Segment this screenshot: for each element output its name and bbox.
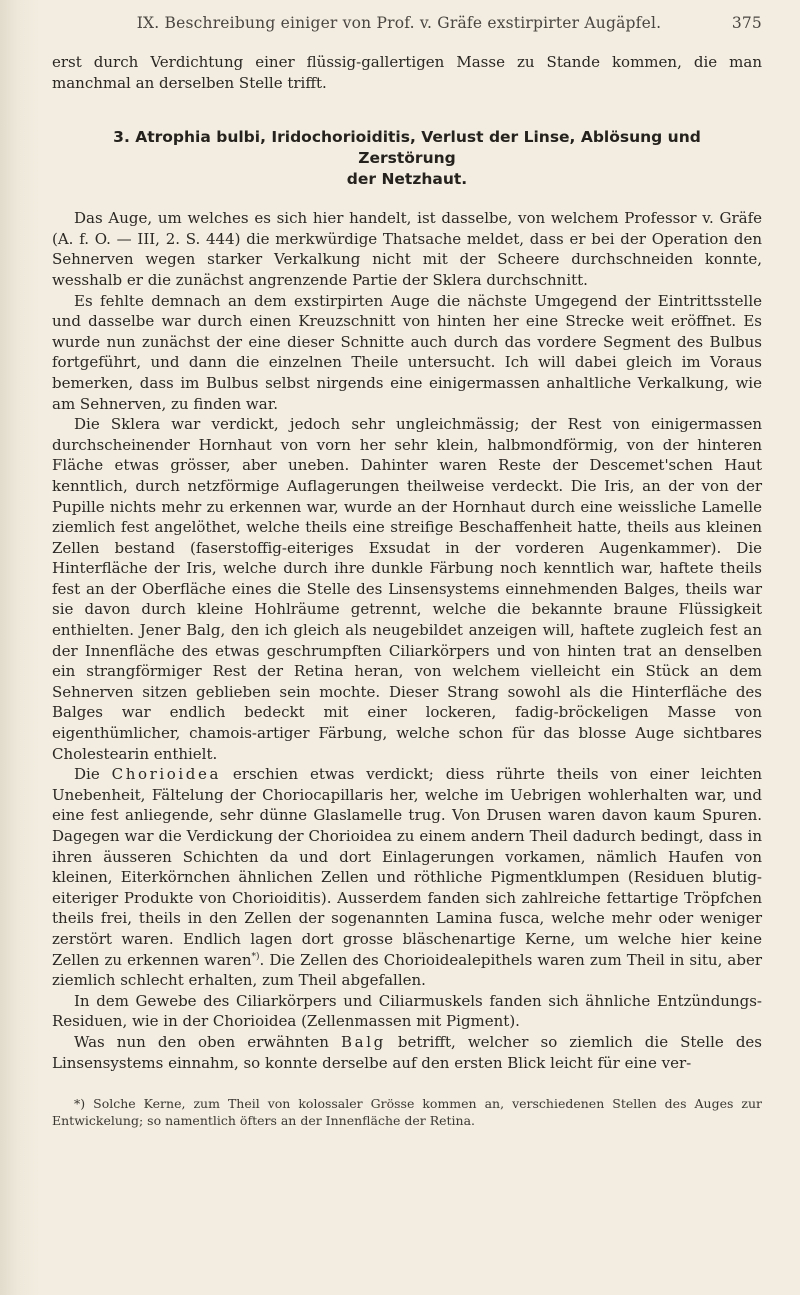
body-text xyxy=(52,52,762,1073)
page-number: 375 xyxy=(731,14,762,32)
paragraph-6 xyxy=(52,1032,762,1073)
paragraph-1: Das Auge, um welches es sich hier handelt, ist dasselbe, von welchem Professor v. Gräfe (A. f. O. — III, 2. S. 444) die merkwürdige Thatsache meldet, dass er bei der Operation den Sehnerven wegen starker Verkalkung nicht mit der Scheere durchschneiden konnte, wesshalb er die zunächst angrenzende Partie der Sklera durchschnitt. xyxy=(52,209,762,289)
section-heading-line-1: 3. Atrophia bulbi, Iridochorioiditis, Verlust der Linse, Ablösung und Zerstörung xyxy=(113,128,701,168)
footnote: *) Solche Kerne, zum Theil von kolossaler Grösse kommen an, verschiedenen Stellen des Auges zur Entwickelung; so namentlich öfters an der Innenfläche der Retina. xyxy=(52,1096,762,1129)
section-heading-line-2: der Netzhaut. xyxy=(346,170,468,189)
running-head xyxy=(52,14,762,40)
paragraph-4 xyxy=(52,764,762,991)
paragraph-4-prefix: Die xyxy=(74,765,112,784)
paragraph-4-end: . Die Zellen des Chorioidealepithels waren zum Theil in situ, aber ziemlich schlecht erhalten, zum Theil abgefallen. xyxy=(52,950,762,990)
term-balg: Balg xyxy=(341,1032,386,1051)
opening-paragraph: erst durch Verdichtung einer flüssig-gallertigen Masse zu Stande kommen, die man manchmal an derselben Stelle trifft. xyxy=(52,53,762,92)
paragraph-5: In dem Gewebe des Ciliarkörpers und Ciliarmuskels fanden sich ähnliche Entzündungs-Residuen, wie in der Chorioidea (Zellenmassen mit Pigment). xyxy=(52,991,762,1031)
running-head-title: IX. Beschreibung einiger von Prof. v. Gräfe exstirpirter Augäpfel. xyxy=(136,14,662,32)
paragraph-2: Es fehlte demnach an dem exstirpirten Auge die nächste Umgegend der Eintrittsstelle und dasselbe war durch einen Kreuzschnitt von hinten her eine Strecke weit eröffnet. Es wurde nun zunächst der eine dieser Schnitte auch durch das vordere Segment des Bulbus fortgeführt, und dann die einzelnen Theile untersucht. Ich will dabei gleich im Voraus bemerken, dass im Bulbus selbst nirgends eine einigermassen anhaltliche Verkalkung, wie am Sehnerven, zu finden war. xyxy=(52,291,762,413)
paragraph-6-prefix: Was nun den oben erwähnten xyxy=(74,1032,342,1051)
section-heading xyxy=(62,127,752,190)
paragraph-4-body: erschien etwas verdickt; diess rührte theils von einer leichten Unebenheit, Fältelung der Choriocapillaris her, welche im Uebrigen wohlerhalten war, und eine fest anliegende, sehr dünne Glaslamelle trug. Von Drusen waren davon kaum Spuren. Dagegen war die Verdickung der Chorioidea zu einem andern Theil dadurch bedingt, dass in ihren äusseren Schichten da und dort Einlagerungen vorkamen, nämlich Haufen von kleinen, Eiterkörnchen ähnlichen Zellen und röthliche Pigmentklumpen (Residuen blutig-eiteriger Produkte von Chorioiditis). Ausserdem fanden sich zahlreiche fettartige Tröpfchen theils frei, theils in den Zellen der sogenannten Lamina fusca, welche mehr oder weniger zerstört waren. Endlich lagen dort grosse bläschenartige Kerne, um welche hier keine Zellen zu erkennen waren xyxy=(52,765,762,969)
footnote-marker: *) xyxy=(251,951,260,962)
paragraph-3: Die Sklera war verdickt, jedoch sehr ungleichmässig; der Rest von einigermassen durchscheinender Hornhaut von vorn her sehr klein, halbmondförmig, von der hinteren Fläche etwas grösser, aber uneben. Dahinter waren Reste der Descemet'schen Haut kenntlich, durch netzförmige Auflagerungen theilweise verdeckt. Die Iris, an der von der Pupille nichts mehr zu erkennen war, wurde an der Hornhaut durch eine weissliche Lamelle ziemlich fest angelöthet, welche theils eine streifige Beschaffenheit hatte, theils aus kleinen Zellen bestand (faserstoffig-eiteriges Exsudat in der vorderen Augenkammer). Die Hinterfläche der Iris, welche durch ihre dunkle Färbung noch kenntlich war, haftete theils fest an der Oberfläche eines die Stelle des Linsensystems einnehmenden Balges, theils war sie davon durch kleine Hohlräume getrennt, welche die bekannte braune Flüssigkeit enthielten. Jener Balg, den ich gleich als neugebildet anzeigen will, haftete zugleich fest an der Innenfläche des etwas geschrumpften Ciliarkörpers und von hinten trat an denselben ein strangförmiger Rest der Retina heran, von welchem vielleicht ein Stück an dem Sehnerven sitzen geblieben sein mochte. Dieser Strang sowohl als die Hinterfläche des Balges war endlich bedeckt mit einer lockeren, fadig-bröckeligen Masse von eigenthümlicher, chamois-artiger Färbung, welche schon für das blosse Auge sichtbares Cholestearin enthielt. xyxy=(52,415,762,763)
paragraph-6-body: betrifft, welcher so ziemlich die Stelle des Linsensystems einnahm, so konnte derselbe auf den ersten Blick leicht für eine ver- xyxy=(52,1032,763,1072)
term-chorioidea: Chorioidea xyxy=(111,765,222,784)
